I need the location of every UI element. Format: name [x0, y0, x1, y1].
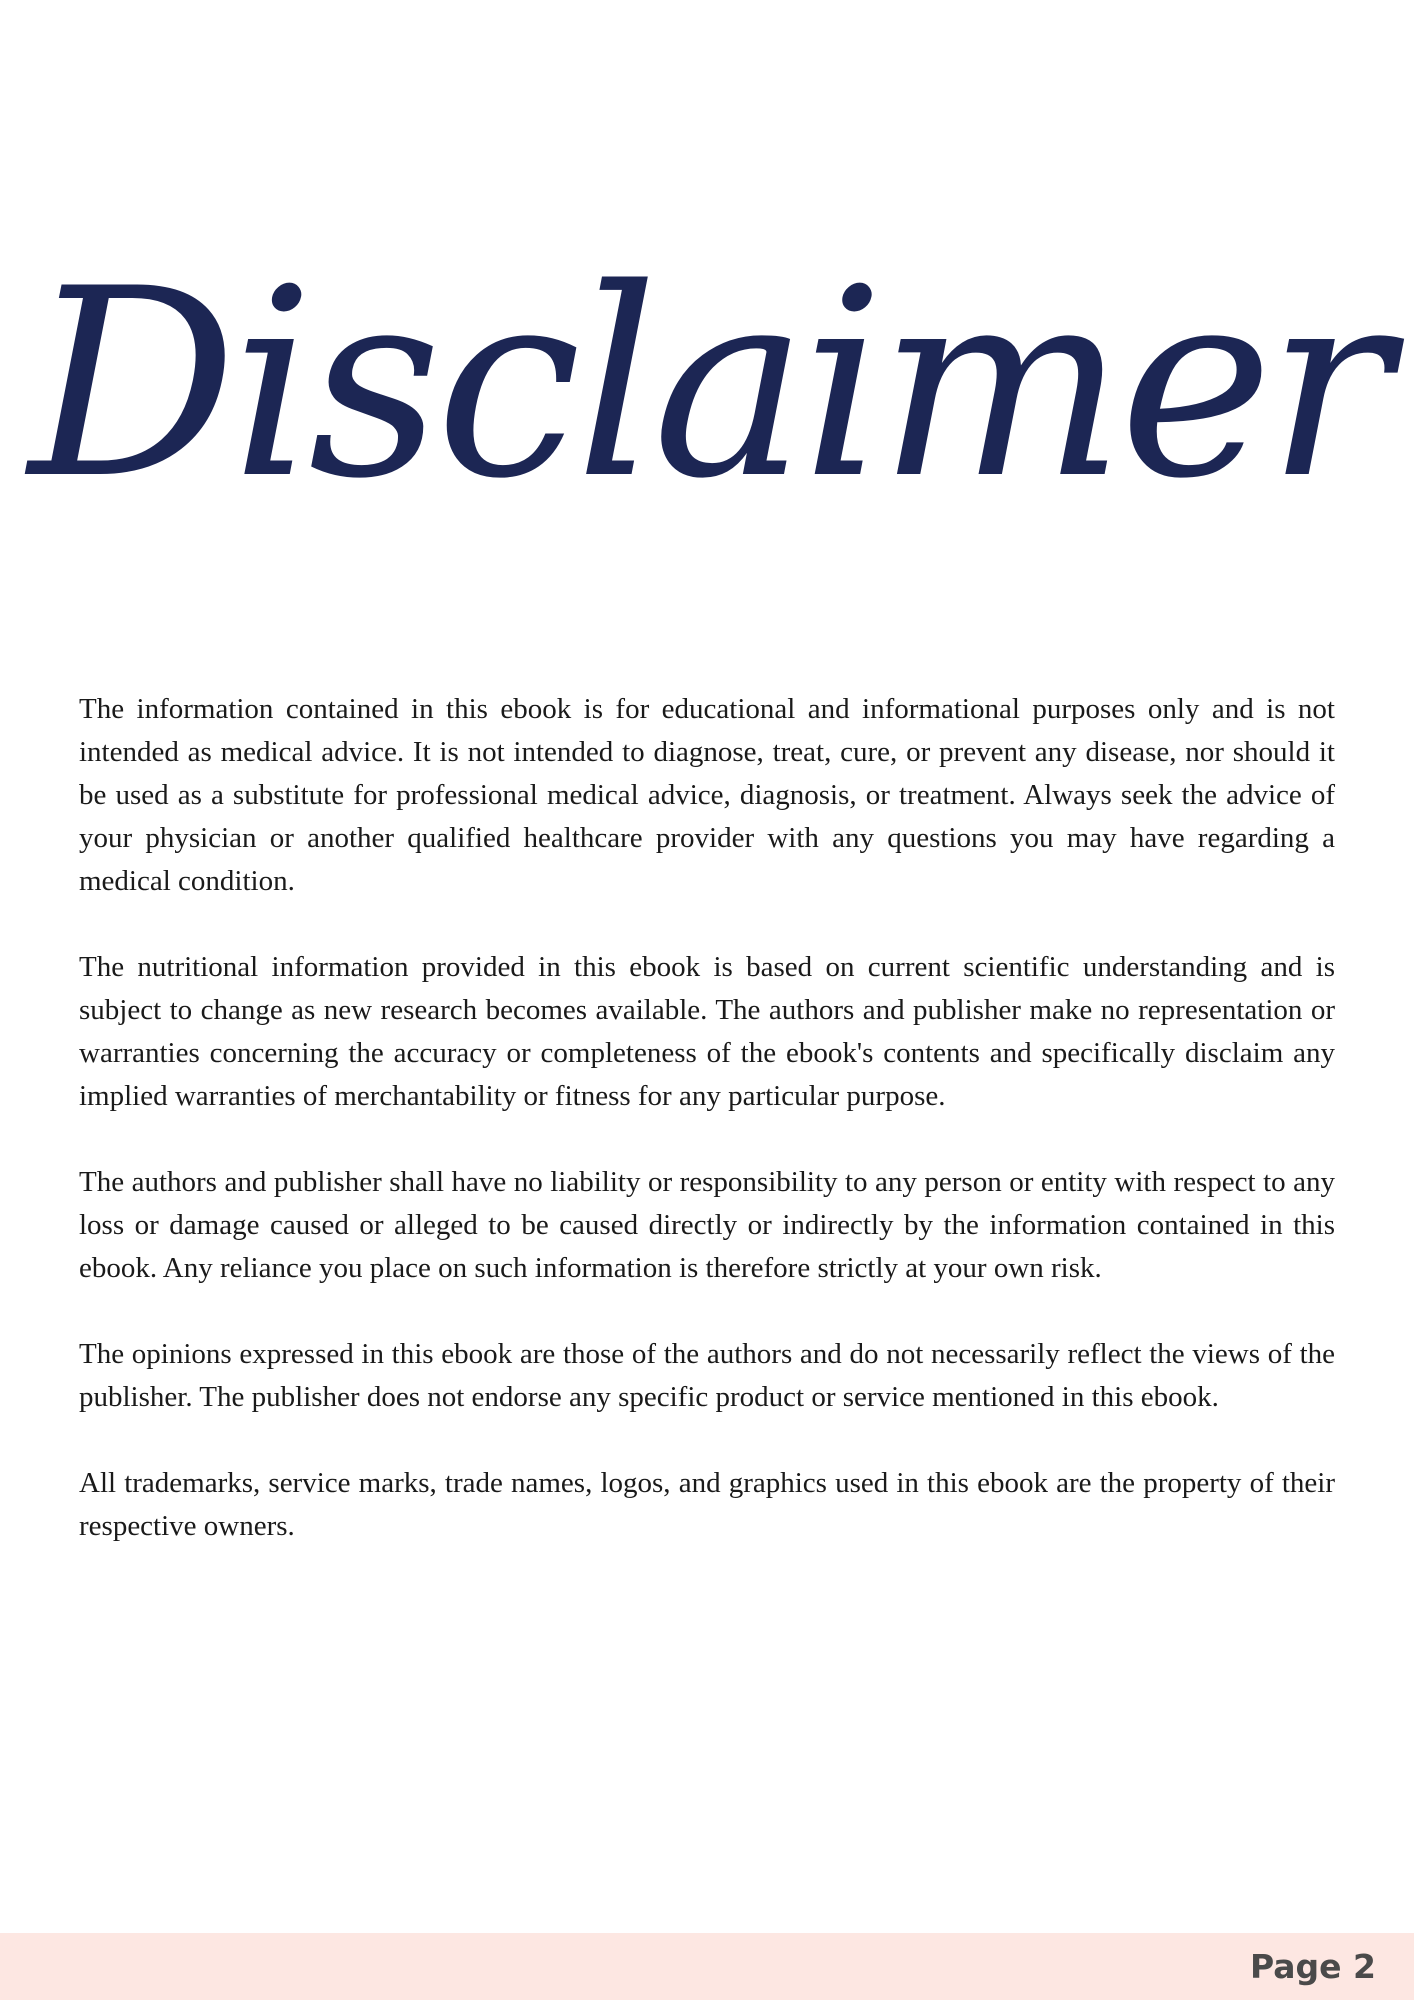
page-number: Page 2 — [1249, 1947, 1376, 1986]
disclaimer-paragraph-2: The nutritional information provided in this ebook is based on current scientific understanding and is subject to change as new research becomes available. The authors and publisher make no representation or warranties concerning the accuracy or completeness of the ebook's contents and specifically disclaim any implied warranties of merchantability or fitness for any particular purpose. — [79, 951, 1335, 1112]
disclaimer-paragraph-3: The authors and publisher shall have no liability or responsibility to any person or entity with respect to any loss or damage caused or alleged to be caused directly or indirectly by the information contained in this ebook. Any reliance you place on such information is therefore strictly at your own risk. — [79, 1166, 1335, 1284]
disclaimer-paragraph-5: All trademarks, service marks, trade names, logos, and graphics used in this ebook are the property of their respective owners. — [79, 1467, 1335, 1542]
disclaimer-body — [79, 688, 1335, 1591]
disclaimer-paragraph-4: The opinions expressed in this ebook are those of the authors and do not necessarily reflect the views of the publisher. The publisher does not endorse any specific product or service mentioned in this ebook. — [79, 1338, 1335, 1413]
footer-bar — [0, 1933, 1414, 2000]
page-title: Disclaimer — [28, 234, 1386, 536]
disclaimer-paragraph-1: The information contained in this ebook is for educational and informational purposes only and is not intended as medical advice. It is not intended to diagnose, treat, cure, or prevent any disease, nor should it be used as a substitute for professional medical advice, diagnosis, or treatment. Always seek the advice of your physician or another qualified healthcare provider with any questions you may have regarding a medical condition. — [79, 693, 1335, 897]
